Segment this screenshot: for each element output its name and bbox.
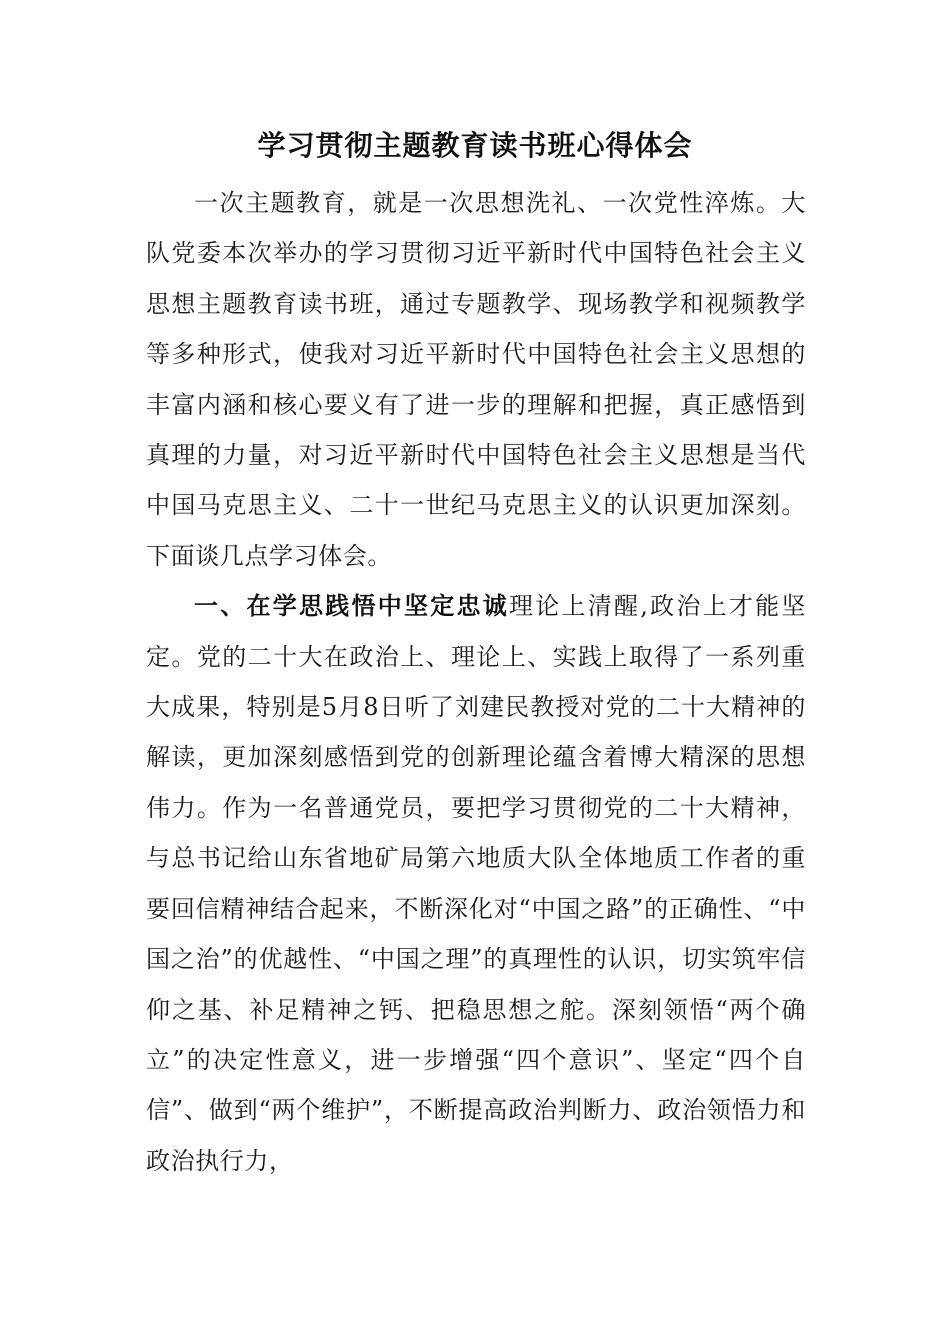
document-title: 学习贯彻主题教育读书班心得体会 <box>257 129 693 162</box>
section-one-paragraph <box>146 581 806 1186</box>
section-one-heading: 一、在学思践悟中坚定忠诚 <box>194 592 510 621</box>
section-one-text: 理论上清醒,政治上才能坚定。党的二十大在政治上、理论上、实践上取得了一系列重大成果，特别是5月8日听了刘建民教授对党的二十大精神的解读，更加深刻感悟到党的创新理论蕴含着博大精深的思想伟力。作为一名普通党员，要把学习贯彻党的二十大精神，与总书记给山东省地矿局第六地质大队全体地质工作者的重要回信精神结合起来，不断深化对“中国之路”的正确性、“中国之治”的优越性、“中国之理”的真理性的认识，切实筑牢信仰之基、补足精神之钙、把稳思想之舵。深刻领悟“两个确立”的决定性意义，进一步增强“四个意识”、坚定“四个自信”、做到“两个维护”，不断提高政治判断力、政治领悟力和政治执行力， <box>146 592 807 1175</box>
document-body <box>146 178 806 1186</box>
intro-paragraph-text: 一次主题教育，就是一次思想洗礼、一次党性淬炼。大队党委本次举办的学习贯彻习近平新时代中国特色社会主义思想主题教育读书班，通过专题教学、现场教学和视频教学等多种形式，使我对习近平新时代中国特色社会主义思想的丰富内涵和核心要义有了进一步的理解和把握，真正感悟到真理的力量，对习近平新时代中国特色社会主义思想是当代中国马克思主义、二十一世纪马克思主义的认识更加深刻。下面谈几点学习体会。 <box>146 189 806 570</box>
intro-paragraph <box>146 178 806 581</box>
